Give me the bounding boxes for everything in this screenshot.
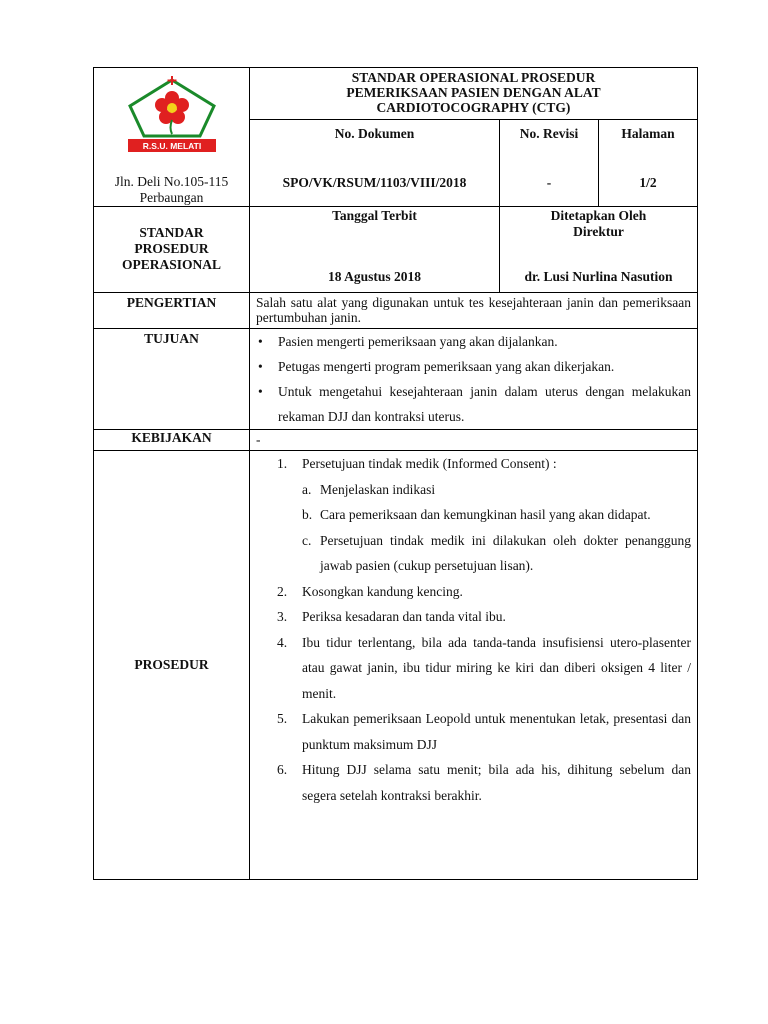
list-item: • Untuk mengetahui kesejahteraan janin dalam uterus dengan melakukan rekaman DJJ dan kontraksi uterus. (258, 384, 691, 424)
list-item: 5. Lakukan pemeriksaan Leopold untuk menentukan letak, presentasi dan punktum maksimum DJJ (277, 711, 691, 752)
hospital-logo (122, 76, 222, 156)
list-item: 3. Periksa kesadaran dan tanda vital ibu. (277, 609, 506, 624)
pengertian-label: PENGERTIAN (94, 293, 250, 329)
list-item: 4. Ibu tidur terlentang, bila ada tanda-tanda insufisiensi utero-plasenter atau gawat janin, ibu tidur miring ke kiri dan diberi oksigen 4 liter / menit. (277, 634, 691, 701)
prosedur-label: PROSEDUR (94, 451, 250, 880)
doc-number-label: No. Dokumen (334, 125, 415, 141)
issue-date-cell (250, 207, 500, 293)
sop-table (93, 67, 698, 880)
issue-date-value: 18 Agustus 2018 (327, 269, 422, 284)
approved-label: Ditetapkan Oleh Direktur (550, 208, 647, 239)
page-value: 1/2 (639, 174, 657, 190)
doc-number-cell (250, 119, 500, 206)
list-item: a. Menjelaskan indikasi (302, 481, 436, 497)
list-item: c. Persetujuan tindak medik ini dilakukan oleh dokter penanggung jawab pasien (cukup persetujuan lisan). (302, 532, 691, 573)
list-item: • Pasien mengerti pemeriksaan yang akan dijalankan. (258, 334, 558, 349)
prosedur-cell (250, 451, 698, 880)
document-title: STANDAR OPERASIONAL PROSEDUR PEMERIKSAAN PASIEN DENGAN ALAT CARDIOTOCOGRAPHY (CTG) (250, 68, 698, 120)
revision-cell (500, 119, 599, 206)
list-item: 6. Hitung DJJ selama satu menit; bila ada his, dihitung sebelum dan segera setelah kontraksi berakhir. (277, 762, 691, 803)
list-item: • Petugas mengerti program pemeriksaan yang akan dikerjakan. (258, 359, 615, 374)
tujuan-label: TUJUAN (94, 329, 250, 430)
page-cell (599, 119, 698, 206)
hospital-identity-cell (94, 68, 250, 207)
approval-cell (500, 207, 698, 293)
revision-label: No. Revisi (519, 125, 579, 141)
page-label: Halaman (621, 125, 675, 141)
issue-date-label: Tanggal Terbit (332, 208, 417, 223)
approved-by: dr. Lusi Nurlina Nasution (524, 269, 673, 284)
doc-number-value: SPO/VK/RSUM/1103/VIII/2018 (282, 174, 467, 190)
prosedur-steps (250, 451, 697, 808)
sop-document (93, 67, 697, 880)
pengertian-text: Salah satu alat yang digunakan untuk tes kesejahteraan janin dan pemeriksaan pertumbuhan janin. (250, 293, 698, 329)
logo-text: R.S.U. MELATI (142, 141, 201, 151)
tujuan-cell (250, 329, 698, 430)
consent-sub-steps (302, 477, 691, 579)
kebijakan-label: KEBIJAKAN (94, 430, 250, 451)
revision-value: - (546, 174, 552, 190)
hospital-address: Jln. Deli No.105-115 Perbaungan (114, 174, 229, 205)
list-item: 2. Kosongkan kandung kencing. (277, 583, 463, 599)
kebijakan-text: - (250, 430, 698, 451)
tujuan-list (250, 329, 697, 429)
list-item: 1. Persetujuan tindak medik (Informed Consent) : a. Menjelaskan indikasi b. Cara pemeriksaan dan kemungkinan hasil yang akan didapat. c. Persetujuan tindak medik ini dilakukan oleh dokter penanggung jawab pasien (cukup persetujuan lisan). (302, 451, 691, 579)
spo-label-cell: STANDAR PROSEDUR OPERASIONAL (94, 207, 250, 293)
list-item: b. Cara pemeriksaan dan kemungkinan hasil yang akan didapat. (302, 507, 651, 522)
